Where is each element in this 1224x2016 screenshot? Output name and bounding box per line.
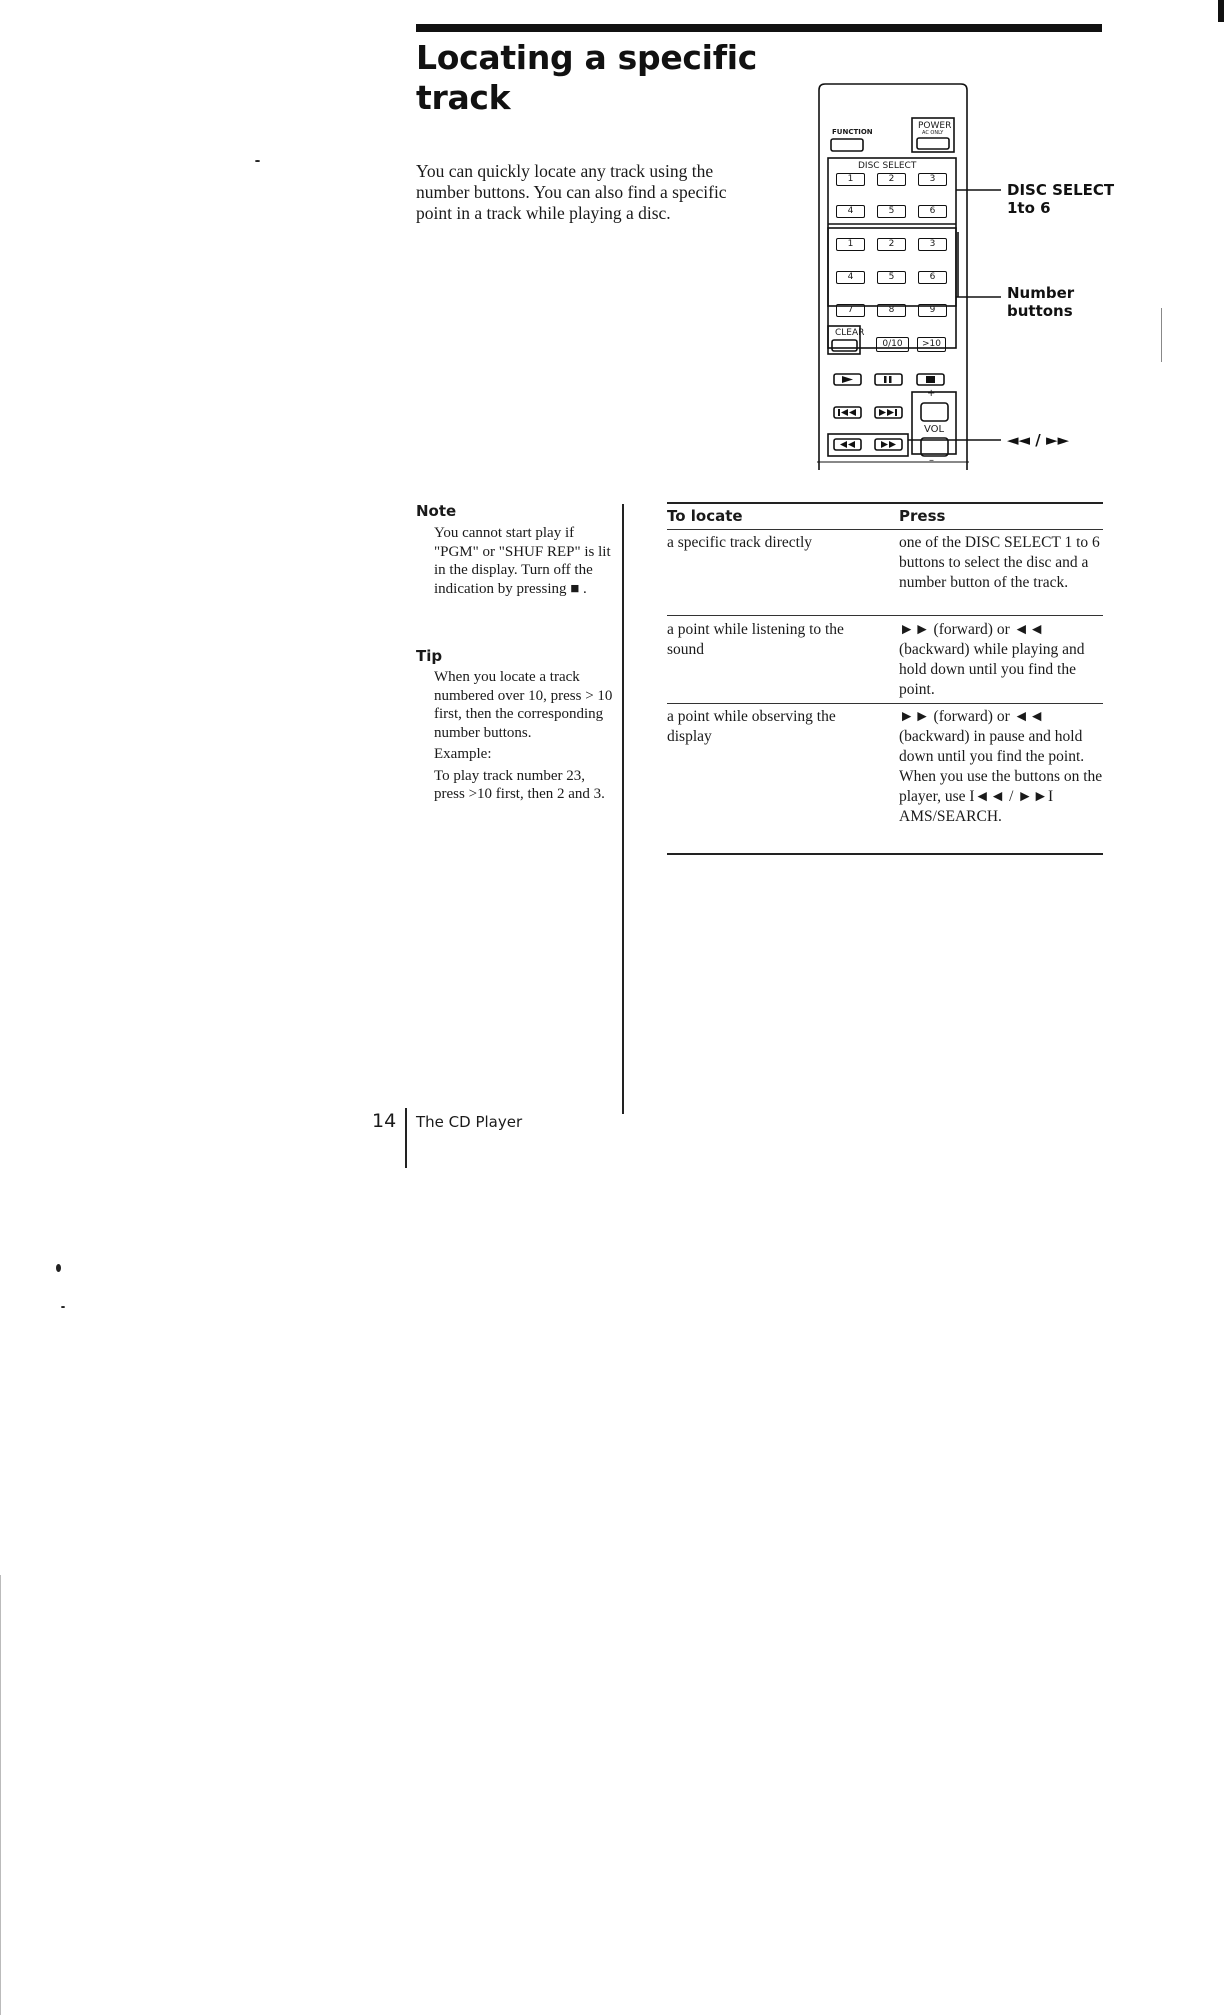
note-text: You cannot start play if "PGM" or "SHUF REP" is lit in the display. Turn off the indication by pressing ■ . xyxy=(434,525,611,597)
callout-search: ◄◄ / ►► xyxy=(1007,431,1070,449)
scan-corner-mark xyxy=(1218,0,1224,22)
power-button xyxy=(917,138,949,149)
callout-disc-select-line1: DISC SELECT xyxy=(1007,181,1115,199)
number-button-8: 8 xyxy=(877,304,906,317)
scan-edge-mark xyxy=(1161,308,1162,362)
table-row-rule xyxy=(667,703,1103,704)
disc-button-2: 2 xyxy=(877,173,906,186)
disc-select-label: DISC SELECT xyxy=(858,161,917,171)
title-rule xyxy=(416,24,1102,32)
rewind-button xyxy=(834,439,861,450)
zero-ten-button: 0/10 xyxy=(876,337,909,352)
tip-body xyxy=(434,668,614,804)
page-number: 14 xyxy=(372,1110,397,1132)
table-row-3-locate: a point while observing the display xyxy=(667,708,836,745)
tip-example-text: To play track number 23, press >10 first, then 2 and 3. xyxy=(434,767,605,802)
intro-paragraph: You can quickly locate any track using the number buttons. You can also find a specific point in a track while playing a disc. xyxy=(416,161,727,223)
number-button-3: 3 xyxy=(918,238,947,251)
tip-example-label: Example: xyxy=(434,746,492,762)
table-bottom-rule xyxy=(667,853,1103,855)
scan-speck xyxy=(255,160,260,162)
vol-box xyxy=(912,392,956,454)
disc-button-4: 4 xyxy=(836,205,865,218)
number-button-7: 7 xyxy=(836,304,865,317)
callout-number-buttons xyxy=(1007,284,1074,320)
vol-plus-button xyxy=(921,403,948,421)
table-header-locate: To locate xyxy=(667,507,743,525)
power-sub-label: AC ONLY xyxy=(922,130,944,136)
power-label: POWER xyxy=(918,121,952,131)
callout-number-line2: buttons xyxy=(1007,302,1073,320)
disc-button-5: 5 xyxy=(877,205,906,218)
disc-button-3: 3 xyxy=(918,173,947,186)
function-label: FUNCTION xyxy=(832,128,873,136)
table-top-rule xyxy=(667,502,1103,504)
vol-plus-label: + xyxy=(927,388,936,399)
table-row-1-press: one of the DISC SELECT 1 to 6 buttons to select the disc and a number button of the track. xyxy=(899,534,1100,591)
tip-text: When you locate a track numbered over 10, press > 10 first, then the corresponding number buttons. xyxy=(434,669,613,741)
section-name: The CD Player xyxy=(416,1113,523,1131)
number-button-5: 5 xyxy=(877,271,906,284)
callout-disc-select-line2: 1to 6 xyxy=(1007,199,1051,217)
function-button xyxy=(831,139,863,151)
forward-button xyxy=(875,439,902,450)
column-divider xyxy=(622,504,624,1114)
disc-button-6: 6 xyxy=(918,205,947,218)
number-button-9: 9 xyxy=(918,304,947,317)
page-title: Locating a specific track xyxy=(416,38,758,117)
callout-disc-select xyxy=(1007,181,1114,217)
number-button-6: 6 xyxy=(918,271,947,284)
scan-speck xyxy=(56,1264,61,1272)
table-header-rule xyxy=(667,529,1103,530)
table-row-3-press-text: ►► (forward) or ◄◄ (backward) in pause and hold down until you find the point. xyxy=(899,708,1085,765)
clear-button xyxy=(832,340,857,351)
number-button-1: 1 xyxy=(836,238,865,251)
clear-label: CLEAR xyxy=(835,328,865,338)
over-ten-button: >10 xyxy=(917,337,946,352)
table-header-press: Press xyxy=(899,507,946,525)
table-row-rule xyxy=(667,615,1103,616)
pause-button xyxy=(875,374,902,385)
callout-number-line1: Number xyxy=(1007,284,1075,302)
scan-speck xyxy=(61,1306,65,1308)
disc-button-1: 1 xyxy=(836,173,865,186)
table-row-1-locate: a specific track directly xyxy=(667,534,813,551)
vol-label: VOL xyxy=(924,424,945,435)
tip-heading: Tip xyxy=(416,647,443,665)
note-heading: Note xyxy=(416,502,457,520)
scan-edge-mark xyxy=(0,1575,1,2015)
table-row-3-press xyxy=(899,707,1107,827)
table-row-2-press: ►► (forward) or ◄◄ (backward) while playing and hold down until you find the point. xyxy=(899,621,1085,698)
table-row-3-press-extra: When you use the buttons on the player, use I◄◄ / ►►I AMS/SEARCH. xyxy=(899,768,1103,825)
table-row-2-locate: a point while listening to the sound xyxy=(667,621,844,658)
number-button-2: 2 xyxy=(877,238,906,251)
footer-divider xyxy=(405,1108,407,1168)
vol-minus-label: – xyxy=(929,455,934,466)
number-button-4: 4 xyxy=(836,271,865,284)
search-box xyxy=(828,434,908,456)
